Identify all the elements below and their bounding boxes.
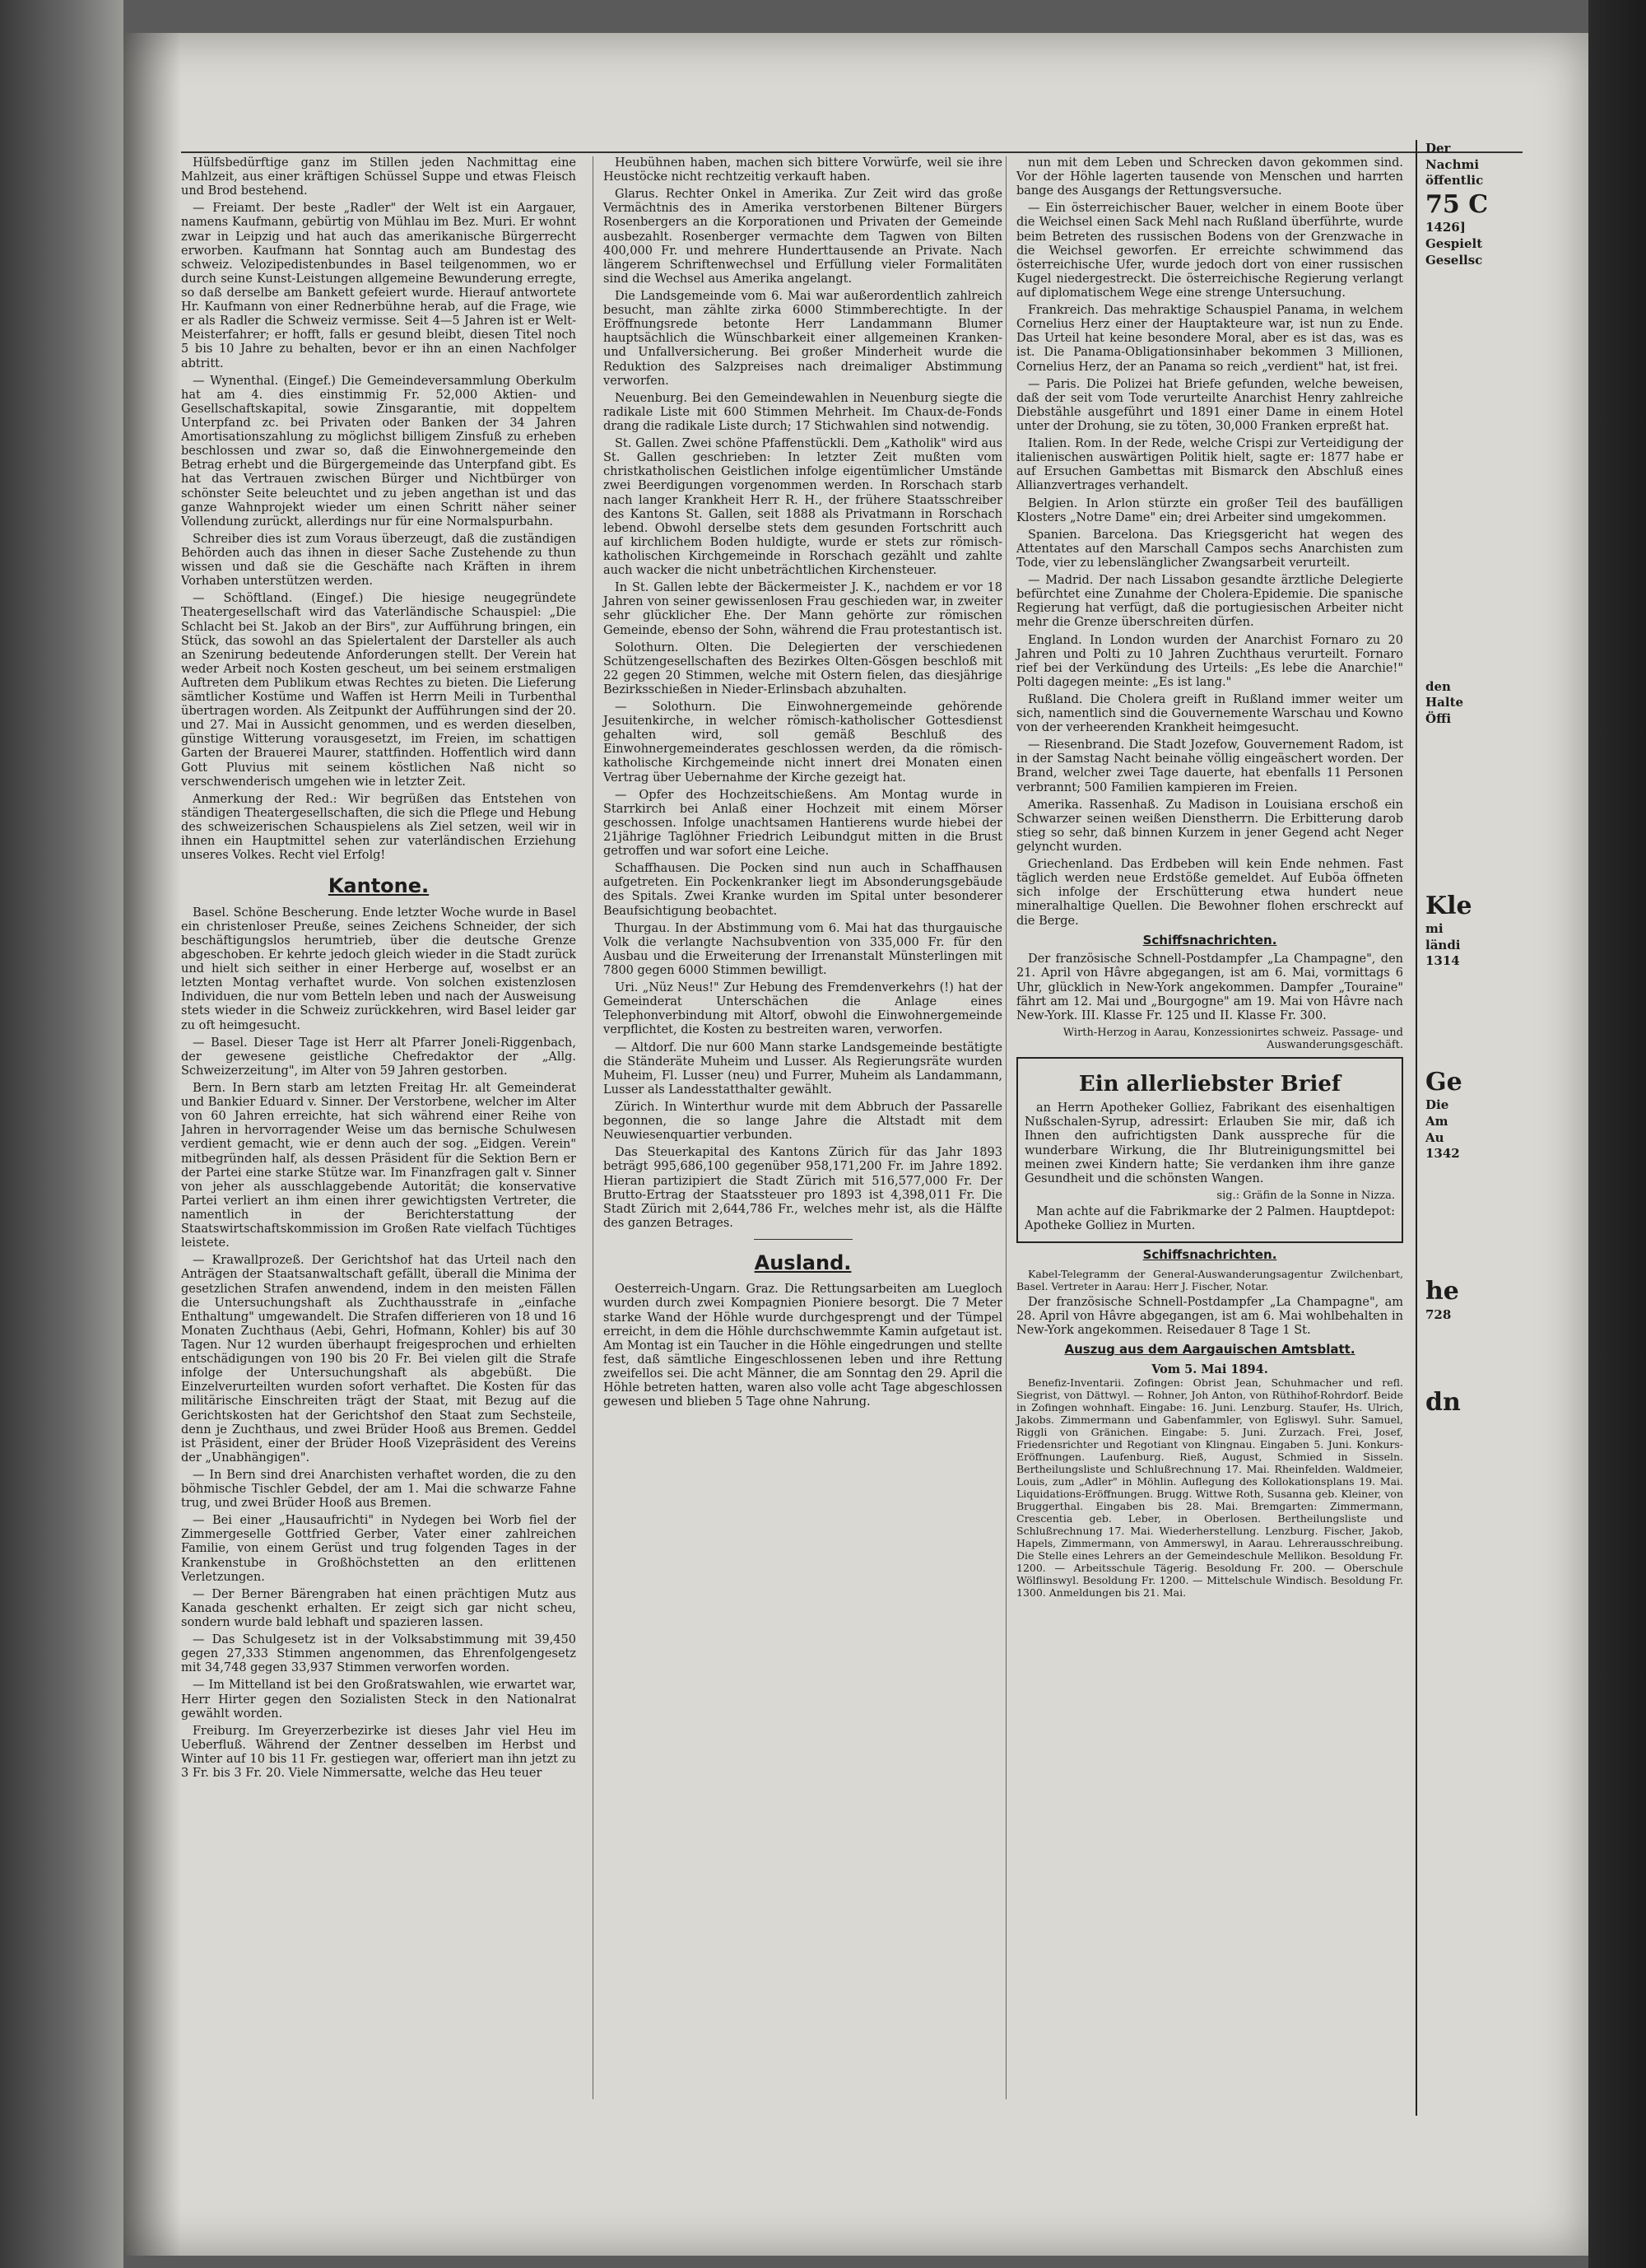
edge-fragment: 75 C: [1425, 190, 1489, 220]
article-paragraph: — Bei einer „Hausaufrichti" in Nydegen bei Worb fiel der Zimmergeselle Gottfried Gerber, Vater einer zahlreichen Familie, von einem Gerüst und trug folgenden Tages in der Krankenstube in Großhöchstetten an den erlittenen Verletzungen.: [181, 1514, 576, 1584]
article-paragraph: Schaffhausen. Die Pocken sind nun auch in Schaffhausen aufgetreten. Ein Pockenkranker liegt im Absonderungsgebäude des Spitals. Zwei Kranke wurden im Spital unter besonderer Beaufsichtigung beobachtet.: [603, 862, 1002, 918]
top-rule: [181, 151, 1523, 153]
article-paragraph: Freiburg. Im Greyerzerbezirke ist dieses Jahr viel Heu im Ueberfluß. Während der Zentner desselben im Herbst und Winter auf 10 bis 11 Fr. gestiegen war, offeriert man ihn jetzt zu 3 Fr. bis 3 Fr. 20. Viele Nimmersatte, welche das Heu teuer: [181, 1724, 576, 1781]
shipping-news-subtitle: Kabel-Telegramm der General-Auswanderungsagentur Zwilchenbart, Basel. Vertreter in Aarau: Herr J. Fischer, Notar.: [1016, 1268, 1403, 1293]
ad-headline: Ein allerliebster Brief: [1078, 1071, 1341, 1097]
article-paragraph: — Krawallprozeß. Der Gerichtshof hat das Urteil nach den Anträgen der Staatsanwaltschaft gefällt, überall die Minima der gesetzlichen Strafen anwendend, indem in den meisten Fällen die Untersuchungshaft als Zuchthausstrafe in „einfache Enthaltung" umgewandelt. Die Strafen differieren von 18 und 16 Monaten Zuchthaus (Aebi, Gehri, Hofmann, Kohler) bis auf 30 Tagen. Nur 12 wurden überhaupt freigesprochen und erhielten entschädigungen von 190 bis 20 Fr. Bei vielen gilt die Strafe infolge der Untersuchungshaft als abgebüßt. Die Einzelverurteilten wurden sofort verhaftet. Die Kosten für das militärische Einschreiten trägt der Staat, mit Bezug auf die Gerichtskosten hat der Gerichtshof den Staat zum Sechsteile, denn je Zuchthaus, und zwei Brüder Hooß aus Bremen. Geddel ist Präsident, einer der Brüder Hooß Vizepräsident des Vereins der „Unabhängigen".: [181, 1254, 576, 1465]
edge-fragment: 1314: [1425, 953, 1460, 969]
edge-fragment: ländi: [1425, 937, 1461, 952]
article-paragraph: Belgien. In Arlon stürzte ein großer Teil des baufälligen Klosters „Notre Dame" ein; drei Arbeiter sind umgekommen.: [1016, 496, 1403, 524]
article-paragraph: Bern. In Bern starb am letzten Freitag Hr. alt Gemeinderat und Bankier Eduard v. Sinner. Der Verstorbene, welcher im Alter von 60 Jahren erreichte, hat sich während einer Reihe von Jahren in hervorragender Weise um das bernische Schulwesen verdient gemacht, wie er denn auch der sog. „Eidgen. Verein" mitbegründen half, als dessen Präsident für die Sektion Bern er der Partei eine starke Stütze war. Im Finanzfragen galt v. Sinner von jeher als ausschlaggebende Autorität; die konservative Partei verliert an ihm einen ihrer gewichtigsten Vertreter, die namentlich in der Berichterstattung der Staatswirtschaftskommission im Großen Rate vielfach Tüchtiges leistete.: [181, 1081, 576, 1250]
edge-fragment: Au: [1425, 1129, 1444, 1145]
article-paragraph: — Der Berner Bärengraben hat einen prächtigen Mutz aus Kanada geschenkt erhalten. Er zeigt sich gar nicht scheu, sondern wurde bald lebhaft und spazieren lassen.: [181, 1587, 576, 1630]
article-paragraph: Schreiber dies ist zum Voraus überzeugt, daß die zuständigen Behörden auch das ihnen in dieser Sache Zustehende zu thun wissen und daß sie die Geschäfte nach Kräften in ihrem Vorhaben unterstützen werden.: [181, 532, 576, 589]
article-paragraph: Neuenburg. Bei den Gemeindewahlen in Neuenburg siegte die radikale Liste mit 600 Stimmen Mehrheit. Im Chaux-de-Fonds drang die radikale Liste durch; 17 Stichwahlen sind notwendig.: [603, 391, 1002, 433]
column-2: [593, 156, 1002, 2099]
article-paragraph: — Basel. Dieser Tage ist Herr alt Pfarrer Joneli-Riggenbach, der gewesene geistliche Chefredaktor der „Allg. Schweizerzeitung", im Alter von 59 Jahren gestorben.: [181, 1036, 576, 1078]
edge-fragment: he: [1425, 1277, 1459, 1306]
shipping-news-text: Der französische Schnell-Postdampfer „La Champagne", am 28. April von Hâvre abgegangen, ist am 6. Mai wohlbehalten in New-York angekommen. Reisedauer 8 Tage 1 St.: [1016, 1296, 1403, 1338]
amtsblatt-title: Auszug aus dem Aargauischen Amtsblatt.: [1064, 1342, 1355, 1358]
edge-fragment: Der: [1425, 141, 1451, 156]
edge-fragment: mi: [1425, 920, 1444, 936]
amtsblatt-text: Benefiz-Inventarii. Zofingen: Obrist Jean, Schuhmacher und refl. Siegrist, von Dättwyl. — Rohner, Joh Anton, von Rüthihof-Rohrdorf. Beide in Zofingen wohnhaft. Eingabe: 16. Juni. Lenzburg. Staufer, Hs. Ulrich, Jakobs. Zimmermann und Gabenfammler, von Egliswyl. Suhr. Samuel, Riggli von Gränichen. Eingabe: 5. Juni. Zurzach. Frei, Josef, Friedensrichter und Regotiant von Klingnau. Eingaben 5. Juni. Konkurs-Eröffnungen. Laufenburg. Rieß, August, Schmied in Sisseln. Bertheilungsliste und Schlußrechnung 17. Mai. Rheinfelden. Waldmeier, Louis, zum „Adler" in Möhlin. Auflegung des Kollokationsplans 19. Mai. Liquidations-Eröffnungen. Brugg. Wittwe Roth, Susanna geb. Kleiner, von Bruggerthal. Eingaben bis 28. Mai. Bremgarten: Zimmermann, Crescentia geb. Leber, in Oberlosen. Bertheilungsliste und Schlußrechnung 17. Mai. Wiederherstellung. Lenzburg. Fischer, Jakob, Hapels, Zimmermann, von Ammerswyl, in Aarau. Lehrerausschreibung. Die Stelle eines Lehrers an der Gemeindeschule Mellikon. Besoldung Fr. 1200. — Arbeitsschule Tägerig. Besoldung Fr. 200. — Oberschule Wölflinswyl. Besoldung Fr. 1200. — Mittelschule Windisch. Besoldung Fr. 1300. Anmeldungen bis 21. Mai.: [1016, 1376, 1403, 1600]
article-paragraph: — Wynenthal. (Eingef.) Die Gemeindeversammlung Oberkulm hat am 4. dies einstimmig Fr. 52,000 Aktien- und Gesellschaftskapital, sowie Zinsgarantie, mit doppeltem Unterpfand zc. bei Privaten oder Banken der 34 Jahren Amortisationszahlung zu möglichst billigem Zinsfuß zu erheben beschlossen und zwar so, daß die Einwohnergemeinde den Betrag erhebt und die Bürgergemeinde das Unterpfand gibt. Es hat das Vertrauen zwischen Bürger und Nichtbürger von schönster Seite beleuchtet und zu jeben angethan ist und das ganze Wahnprojekt wieder um einen Schritt näher seiner Vollendung zurückt, allerdings nur für eine Normalspurbahn.: [181, 374, 576, 529]
edge-fragment: 1342: [1425, 1146, 1460, 1162]
edge-fragment: Halte: [1425, 695, 1464, 710]
article-paragraph: Oesterreich-Ungarn. Graz. Die Rettungsarbeiten am Luegloch wurden durch zwei Kompagnien Pioniere besorgt. Die 7 Meter starke Wand der Höhle wurde durchgesprengt und der Tümpel erreicht, in dem die Höhle durchschwemmte Kamin aufgetaut ist. Am Montag ist ein Taucher in die Höhle eingedrungen und stellte fest, daß sämtliche Eingeschlossenen leben und ihre Rettung zweifellos sei. Die acht Männer, die am Sonntag den 29. April die Höhle betreten hatten, waren also volle acht Tage abgeschlossen gewesen und blieben 5 Tage ohne Nahrung.: [603, 1283, 1002, 1409]
article-paragraph: — Das Schulgesetz ist in der Volksabstimmung mit 39,450 gegen 27,333 Stimmen angenommen, das Ehrenfolgengesetz mit 34,748 gegen 33,937 Stimmen verworfen worden.: [181, 1633, 576, 1675]
article-paragraph: — Schöftland. (Eingef.) Die hiesige neugegründete Theatergesellschaft wird das Vaterländische Schauspiel: „Die Schlacht bei St. Jakob an der Birs", zur Aufführung bringen, ein Stück, das sowohl an das Spielertalent der Darsteller als auch an Szenirung bedeutende Anforderungen stellt. Der Verein hat weder Arbeit noch Kosten gescheut, um bei seinem erstmaligen Auftreten dem Publikum etwas Rechtes zu bieten. Die Lieferung sämtlicher Kostüme und Waffen ist Herrn Meili in Turbenthal übertragen worden. Als Zeitpunkt der Aufführungen sind der 20. und 27. Mai in Aussicht genommen, und es werden dieselben, günstige Witterung vorausgesetzt, im Freien, im schattigen Garten der Brauerei Maurer, stattfinden. Hoffentlich wird dann Gott Pluvius mit seinem köstlichen Naß nicht so verschwenderisch umgehen wie in letzter Zeit.: [181, 592, 576, 789]
edge-fragment: 728: [1425, 1306, 1452, 1322]
article-paragraph: — Altdorf. Die nur 600 Mann starke Landsgemeinde bestätigte die Ständeräte Muheim und Lusser. Als Regierungsräte wurden Muheim, Fl. Lusser (neu) und Furrer, Muheim als Landammann, Lusser als Landesstatthalter gewählt.: [603, 1041, 1002, 1097]
ad-footer: Man achte auf die Fabrikmarke der 2 Palmen. Hauptdepot: Apotheke Golliez in Murten.: [1025, 1205, 1395, 1233]
edge-fragment: den: [1425, 678, 1451, 694]
section-title-ausland: Ausland.: [754, 1250, 852, 1274]
shipping-news-title: Schiffsnachrichten.: [1142, 932, 1277, 948]
article-paragraph: — Freiamt. Der beste „Radler" der Welt ist ein Aargauer, namens Kaufmann, gebürtig von Mühlau im Bez. Muri. Er wohnt zwar in Leipzig und hat auch das amerikanische Bürgerrecht erworben. Kaufmann hat Sonntag auch am Bundestag des schweiz. Velozipedistenbundes in Basel teilgenommen, wo er durch seine Kunst-Leistungen allgemeine Bewunderung erregte, so daß derselbe am Bankett gefeiert wurde. Hierauf antwortete Hr. Kaufmann von einer Rednerbühne herab, auf die Frage, wie er als Radler die Schweiz vermisse. Seit 4—5 Jahren ist er Welt-Meisterfahrer; er hofft, falls er gesund bleibt, diesen Titel noch 5 bis 10 Jahre zu behalten, bevor er ihn an einen Nachfolger abtritt.: [181, 202, 576, 370]
article-paragraph: — Solothurn. Die Einwohnergemeinde gehörende Jesuitenkirche, in welcher römisch-katholischer Gottesdienst gehalten wird, soll gemäß Beschluß des Einwohnergemeinderates geschlossen werden, da die römisch-katholische Kirchgemeinde nicht innert drei Monaten einen Vertrag über Uebernahme der Kirche gezeigt hat.: [603, 701, 1002, 785]
shipping-agent: Wirth-Herzog in Aarau, Konzessionirtes schweiz. Passage- und Auswanderungsgeschäft.: [1062, 1026, 1403, 1052]
article-paragraph: Amerika. Rassenhaß. Zu Madison in Louisiana erschoß ein Schwarzer seinen weißen Dienstherrn. Die Erbitterung darob stieg so sehr, daß binnen Kurzem in jener Gegend acht Neger gelyncht wurden.: [1016, 798, 1403, 855]
edge-fragment: Ge: [1425, 1068, 1462, 1097]
article-paragraph: Italien. Rom. In der Rede, welche Crispi zur Verteidigung der italienischen auswärtigen Politik hielt, sagte er: 1877 habe er auf Ersuchen Gambettas mit Bismarck den Abschluß eines Allianzvertrages verhandelt.: [1016, 437, 1403, 493]
edge-fragment: Gesellsc: [1425, 252, 1483, 268]
article-paragraph: Solothurn. Olten. Die Delegierten der verschiedenen Schützengesellschaften des Bezirkes Olten-Gösgen beschloß mit 22 gegen 20 Stimmen, welche mit Ostern fielen, das diesjährige Bezirksschießen in Nieder-Erlinsbach abzuhalten.: [603, 640, 1002, 696]
article-paragraph: Spanien. Barcelona. Das Kriegsgericht hat wegen des Attentates auf den Marschall Campos sechs Anarchisten zum Tode, vier zu lebenslänglicher Zwangsarbeit verurteilt.: [1016, 528, 1403, 570]
shipping-news-title: Schiffsnachrichten.: [1142, 1247, 1277, 1263]
edge-fragment: Öffi: [1425, 710, 1452, 726]
article-paragraph: Glarus. Rechter Onkel in Amerika. Zur Zeit wird das große Vermächtnis des in Amerika verstorbenen Biltener Bürgers Rosenbergers an die Korporationen und Privaten der Gemeinde ausbezahlt. Rosenberger vermachte dem Tagwen von Bilten 400,000 Fr. und mehrere Hunderttausende an Private. Nach längerem Schriftenwechsel und Erfüllung vieler Formalitäten sind die Wechsel aus Amerika angelangt.: [603, 188, 1002, 286]
newspaper-sheet: [123, 33, 1588, 2256]
edge-fragment: Kle: [1425, 891, 1472, 920]
shipping-news-text: Der französische Schnell-Postdampfer „La Champagne", den 21. April von Hâvre abgegangen, ist am 6. Mai, vormittags 6 Uhr, glücklich in New-York angekommen. Dampfer „Touraine" fährt am 12. Mai und „Bourgogne" am 19. Mai von Hâvre nach New-York. III. Klasse Fr. 125 und II. Klasse Fr. 300.: [1016, 952, 1403, 1022]
edge-fragment: 1426]: [1425, 220, 1466, 235]
article-paragraph: — In Bern sind drei Anarchisten verhaftet worden, die zu den böhmische Tischler Gebdel, der am 1. Mai die schwarze Fahne trug, und zwei Brüder Hooß aus Bremen.: [181, 1468, 576, 1511]
article-paragraph: — Im Mittelland ist bei den Großratswahlen, wie erwartet war, Herr Hirter gegen den Sozialisten Steck in den Nationalrat gewählt worden.: [181, 1679, 576, 1721]
article-paragraph: — Madrid. Der nach Lissabon gesandte ärztliche Delegierte befürchtet eine Zunahme der Cholera-Epidemie. Die spanische Regierung hat verfügt, daß die portugiesischen Arbeiter nicht mehr die Grenze überschreiten dürfen.: [1016, 574, 1403, 630]
article-paragraph: — Riesenbrand. Die Stadt Jozefow, Gouvernement Radom, ist in der Samstag Nacht beinahe völlig eingeäschert worden. Der Brand, welcher zwei Tage dauerte, hat ebenfalls 11 Personen verbrannt; 500 Familien kampieren im Freien.: [1016, 738, 1403, 794]
scan-gutter-right: [1588, 0, 1646, 2268]
article-paragraph: Zürich. In Winterthur wurde mit dem Abbruch der Passarelle begonnen, die so lange Jahre die Altstadt mit dem Neuwiesenquartier verbunden.: [603, 1101, 1002, 1143]
article-paragraph: St. Gallen. Zwei schöne Pfaffenstückli. Dem „Katholik" wird aus St. Gallen geschrieben: In letzter Zeit mußten vom christkatholischen Geistlichen infolge eigentümlicher Umstände zwei Beerdigungen vorgenommen werden. In Rorschach starb nach langer Krankheit Herr R. H., der frühere Staatsschreiber des Kantons St. Gallen, seit 1888 als Privatmann in Rorschach lebend. Obwohl derselbe stets dem gesunden Fortschritt auch auf kirchlichem Boden huldigte, wurde er stets zur römisch-katholischen Kirchgemeinde in Rorschach gezählt und zahlte auch wacker die nicht unbeträchtlichen Kirchensteuer.: [603, 437, 1002, 578]
article-paragraph: Frankreich. Das mehraktige Schauspiel Panama, in welchem Cornelius Herz einer der Hauptakteure war, ist nun zu Ende. Das Urteil hat keine besondere Moral, aber es ist das, was es ist. Die Panama-Obligationsinhaber bekommen 3 Millionen, Cornelius Herz, der an Panama so reich „verdient" hat, ist frei.: [1016, 304, 1403, 374]
editor-note: Anmerkung der Red.: Wir begrüßen das Entstehen von ständigen Theatergesellschaften, die sich die Pflege und Hebung des schweizerischen Schauspielens als Ziel setzen, weil wir in ihnen ein Hauptmittel sehen zur vaterländischen Erziehung unseres Volkes. Recht viel Erfolg!: [181, 792, 576, 863]
article-paragraph: In St. Gallen lebte der Bäckermeister J. K., nachdem er vor 18 Jahren von seiner gewissenlosen Frau geschieden war, in zweiter sehr glücklicher Ehe. Der Mann gehörte zur römischen Gemeinde, ebenso der Sohn, während die Frau protestantisch ist.: [603, 581, 1002, 637]
ad-text: an Herrn Apotheker Golliez, Fabrikant des eisenhaltigen Nußschalen-Syrup, adressirt: Erlauben Sie mir, daß ich Ihnen den aufrichtigsten Dank ausspreche für die wunderbare Wirkung, die Ihr Blutreinigungsmittel bei meinen zwei Kindern hatte; Sie verdanken ihm ihre ganze Gesundheit und die schönsten Wangen.: [1025, 1101, 1395, 1185]
article-paragraph: Hülfsbedürftige ganz im Stillen jeden Nachmittag eine Mahlzeit, aus einer kräftigen Schüssel Suppe und etwas Fleisch und Brod bestehend.: [181, 156, 576, 198]
article-paragraph: — Opfer des Hochzeitschießens. Am Montag wurde in Starrkirch bei Anlaß einer Hochzeit mit einem Mörser geschossen. Infolge unachtsamen Hantierens wurde hiebei der 21jährige Taglöhner Friedrich Leibundgut mitten in die Brust getroffen und war sofort eine Leiche.: [603, 788, 1002, 859]
edge-fragment: Am: [1425, 1114, 1448, 1129]
article-paragraph: England. In London wurden der Anarchist Fornaro zu 20 Jahren und Polti zu 10 Jahren Zuchthaus verurteilt. Fornaro rief bei der Verkündung des Urteils: „Es lebe die Anarchie!" Polti dagegen meinte: „Es ist lang.": [1016, 633, 1403, 689]
article-paragraph: Basel. Schöne Bescherung. Ende letzter Woche wurde in Basel ein christenloser Preuße, seines Zeichens Schneider, der sich beschäftigungslos herumtrieb, über die deutsche Grenze abgeschoben. Er kehrte jedoch gleich wieder in die Stadt zurück und hielt sich seither in einer Herberge auf, woselbst er an letzten Montag verhaftet wurde. Von solchen existenzlosen Individuen, die nur vom Betteln leben und nach der Ausweisung stets wieder in die Schweiz zurückkehren, wird Basel leider gar zu oft heimgesucht.: [181, 906, 576, 1032]
column-3: [1006, 156, 1403, 2099]
column-1: [181, 156, 576, 2099]
edge-fragment: Die: [1425, 1097, 1449, 1113]
edge-fragment: Nachmi: [1425, 156, 1480, 172]
article-paragraph: Uri. „Nüz Neus!" Zur Hebung des Fremdenverkehrs (!) hat der Gemeinderat Unterschächen die Anlage eines Telephonverbindung mit Altorf, obwohl die Einwohnergemeinde verpflichtet, die Kosten zu bestreiten waren, verworfen.: [603, 981, 1002, 1037]
article-paragraph: Heubühnen haben, machen sich bittere Vorwürfe, weil sie ihre Heustöcke nicht rechtzeitig verkauft haben.: [603, 156, 1002, 184]
article-paragraph: Rußland. Die Cholera greift in Rußland immer weiter um sich, namentlich sind die Gouvernemente Warschau und Kowno von der verheerenden Krankheit heimgesucht.: [1016, 692, 1403, 735]
scan-gutter-left: [0, 0, 123, 2268]
article-paragraph: Die Landsgemeinde vom 6. Mai war außerordentlich zahlreich besucht, man zählte zirka 6000 Stimmberechtigte. In der Eröffnungsrede betonte Herr Landammann Blumer hauptsächlich die Wünschbarkeit einer allgemeinen Kranken- und Unfallversicherung. Bei großer Minderheit wurde die Reduktion des Salzpreises nach dreimaliger Abstimmung verworfen.: [603, 289, 1002, 388]
article-paragraph: nun mit dem Leben und Schrecken davon gekommen sind. Vor der Höhle lagerten tausende von Menschen und harrten bange des Ausgangs der Rettungsversuche.: [1016, 156, 1403, 198]
article-paragraph: Das Steuerkapital des Kantons Zürich für das Jahr 1893 beträgt 995,686,100 gegenüber 958,171,200 Fr. im Jahre 1892. Hieran partizipiert die Stadt Zürich mit 516,577,000 Fr. Der Brutto-Ertrag der Staatssteuer pro 1893 ist 4,398,011 Fr. Die Stadt Zürich mit 2,644,786 Fr., welches mehr ist, als die Hälfte des ganzen Betrages.: [603, 1146, 1002, 1230]
article-paragraph: Thurgau. In der Abstimmung vom 6. Mai hat das thurgauische Volk die verlangte Nachsubvention von 335,000 Fr. für den Ausbau und die Erweiterung der Irrenanstalt Münsterlingen mit 7800 gegen 6000 Stimmen bewilligt.: [603, 921, 1002, 978]
advertisement-box: [1016, 1057, 1403, 1244]
edge-fragment: Gespielt: [1425, 236, 1483, 252]
article-paragraph: Griechenland. Das Erdbeben will kein Ende nehmen. Fast täglich werden neue Erdstöße gemeldet. Auf Euböa öffneten sich infolge der Erschütterung etwa hundert neue mineralhaltige Quellen. Die Bewohner flohen erschreckt auf die Berge.: [1016, 858, 1403, 928]
article-paragraph: — Paris. Die Polizei hat Briefe gefunden, welche beweisen, daß der seit vom Tode verurteilte Anarchist Henry zahlreiche Diebstähle ausgeführt und 1891 einer Dame in einem Hotel unter der Drohung, sie zu töten, 30,000 Franken erpreßt hat.: [1016, 377, 1403, 433]
ad-signature: sig.: Gräfin de la Sonne in Nizza.: [1216, 1189, 1395, 1202]
section-divider: [754, 1239, 853, 1240]
newspaper-page: [165, 141, 1555, 2214]
amtsblatt-date: Vom 5. Mai 1894.: [1151, 1362, 1268, 1377]
article-paragraph: — Ein österreichischer Bauer, welcher in einem Boote über die Weichsel einen Sack Mehl nach Rußland überführte, wurde beim Betreten des russischen Bodens von der Grenzwache in die Weichsel geworfen. Er erreichte schwimmend das österreichische Ufer, wurde jedoch dort von einer russischen Kugel niedergestreckt. Die österreichische Regierung verlangt auf diplomatischem Wege eine strenge Untersuchung.: [1016, 202, 1403, 300]
adjacent-page-edge: [1416, 140, 1574, 2116]
edge-fragment: dn: [1425, 1388, 1461, 1418]
edge-fragment: öffentlic: [1425, 173, 1484, 189]
section-title-kantone: Kantone.: [328, 874, 430, 898]
